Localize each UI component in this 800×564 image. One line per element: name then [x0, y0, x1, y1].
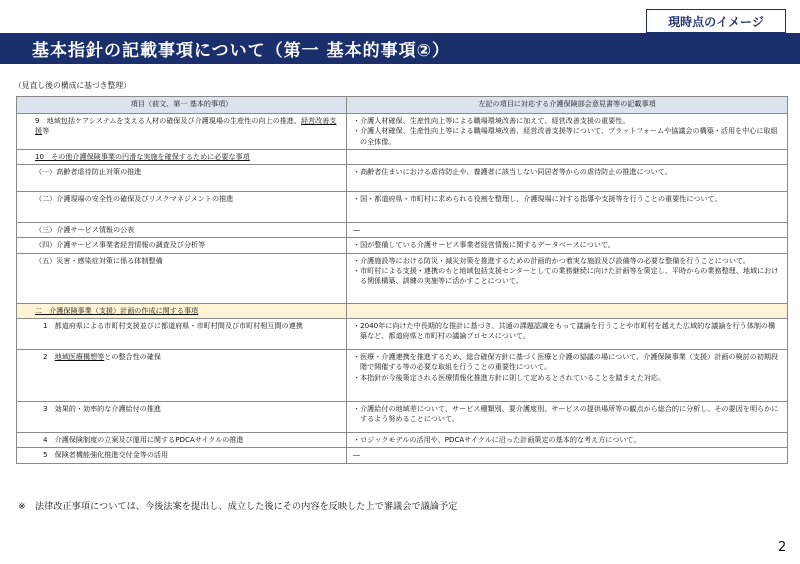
table-row: [17, 192, 788, 223]
column-header-item: 項目（前文、第一 基本的事項）: [17, 97, 347, 114]
item-cell: （三）介護サービス情報の公表: [17, 223, 347, 238]
page-number: 2: [778, 540, 787, 555]
desc-cell: ―: [347, 448, 788, 463]
item-cell: （四）介護サービス事業者経営情報の調査及び分析等: [17, 238, 347, 253]
table-row: [17, 223, 788, 238]
desc-cell: ・医療・介護連携を推進するため、総合確保方針に基づく医療と介護の協議の場について、介護保険事業（支援）計画の検討の初期段階で開催する等の必要な取組を行うことの重要性について。 ・本指針が今後策定される医療情報化推進方針に則して定めるとされていることを踏まえた対応。: [347, 349, 788, 401]
item-cell: 1 都道府県による市町村支援並びに都道府県・市町村間及び市町村相互間の連携: [17, 318, 347, 349]
item-cell: （五）災害・感染症対策に係る体制整備: [17, 253, 347, 303]
table-row: [17, 318, 788, 349]
desc-cell: ・介護施設等における防災・減災対策を推進するための計画的かつ着実な施設及び設備等の必要な整備を行うことについて。 ・市町村による支援・連携のもと地域包括支援センターとしての業務継続に向けた計画等を策定し、平時からの業務整理、地域における関係構築、訓練の実施等に活かすことについて。: [347, 253, 788, 303]
item-cell: 二 介護保険事業（支援）計画の作成に関する事項: [17, 303, 347, 318]
table-header-row: [17, 97, 788, 114]
footnote: ※ 法律改正事項については、今後法案を提出し、成立した後にその内容を反映した上で審議会で議論予定: [18, 501, 458, 512]
item-cell: （一）高齢者虐待防止対策の推進: [17, 165, 347, 192]
desc-cell: [347, 303, 788, 318]
desc-cell: ・2040年に向けた中長期的な推計に基づき、共通の課題認識をもって議論を行うことや市町村を越えた広域的な議論を行う体制の構築など、都道府県と市町村の議論プロセスについて。: [347, 318, 788, 349]
desc-cell: ―: [347, 223, 788, 238]
table-row: [17, 149, 788, 164]
desc-cell: ・介護人材確保、生産性向上等による職場環境改善に加えて、経営改善支援の重要性。 ・介護人材確保、生産性向上等による職場環境改善、経営改善支援等について、プラットフォームや協議会の構築・活用を中心に取組の全体像。: [347, 114, 788, 150]
desc-cell: ・高齢者住まいにおける虐待防止や、養護者に該当しない同居者等からの虐待防止の推進について。: [347, 165, 788, 192]
subtitle: （見直し後の構成に基づき整理）: [14, 81, 131, 90]
table-row: [17, 238, 788, 253]
table-row: [17, 303, 788, 318]
table-row: [17, 253, 788, 303]
content-table: [16, 96, 788, 464]
table-row: [17, 165, 788, 192]
table-row: [17, 401, 788, 432]
item-cell: 5 保険者機能強化推進交付金等の活用: [17, 448, 347, 463]
item-cell: 2 地域医療構想等との整合性の確保: [17, 349, 347, 401]
column-header-desc: 左記の項目に対応する介護保険部会意見書等の記載事項: [347, 97, 788, 114]
item-cell: 4 介護保険制度の立案及び運用に関するPDCAサイクルの推進: [17, 432, 347, 447]
desc-cell: ・国・都道府県・市町村に求められる役割を整理し、介護現場に対する指導や支援等を行うことの重要性について。: [347, 192, 788, 223]
desc-cell: ・介護給付の地域差について、サービス種類別、要介護度別、サービスの提供場所等の観点から総合的に分析し、その要因を明らかにするよう努めることについて。: [347, 401, 788, 432]
table-row: [17, 349, 788, 401]
item-cell: 3 効果的・効率的な介護給付の推進: [17, 401, 347, 432]
desc-cell: ・国が整備している介護サービス事業者経営情報に関するデータベースについて。: [347, 238, 788, 253]
status-badge: 現時点のイメージ: [646, 9, 786, 33]
table-row: [17, 114, 788, 150]
table-row: [17, 448, 788, 463]
table-row: [17, 432, 788, 447]
desc-cell: [347, 149, 788, 164]
item-cell: 10 その他介護保険事業の円滑な実施を確保するために必要な事項: [17, 149, 347, 164]
item-cell: 9 地域包括ケアシステムを支える人材の確保及び介護現場の生産性の向上の推進、経営改善支援等: [17, 114, 347, 150]
item-cell: （二）介護現場の安全性の確保及びリスクマネジメントの推進: [17, 192, 347, 223]
desc-cell: ・ロジックモデルの活用や、PDCAサイクルに沿った計画策定の基本的な考え方について。: [347, 432, 788, 447]
page-title: 基本指針の記載事項について（第一 基本的事項②）: [32, 41, 450, 61]
